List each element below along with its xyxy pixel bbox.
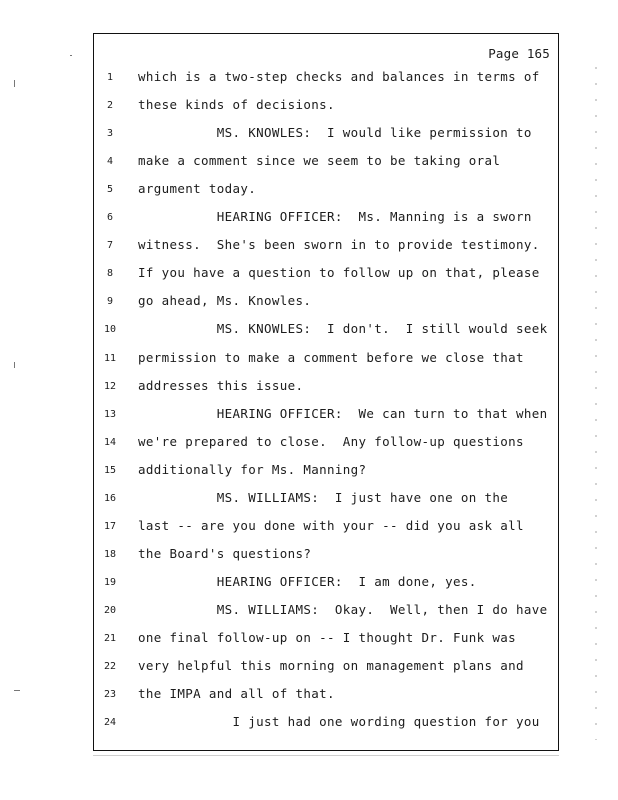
line-text: addresses this issue. <box>138 377 304 393</box>
line-number: 3 <box>106 128 114 140</box>
line-text: I just had one wording question for you <box>138 714 540 730</box>
transcript-line <box>94 237 558 257</box>
line-number: 1 <box>106 72 114 83</box>
line-number: 11 <box>103 352 117 364</box>
line-number: 13 <box>103 408 117 420</box>
line-number: 20 <box>103 604 117 616</box>
page-number: Page 165 <box>488 46 550 61</box>
line-number: 8 <box>106 268 114 280</box>
line-number: 18 <box>103 548 117 560</box>
transcript-line <box>94 658 558 678</box>
transcript-line <box>94 378 558 398</box>
transcript-line <box>94 69 558 89</box>
line-text: HEARING OFFICER: I am done, yes. <box>138 573 477 589</box>
line-number: 15 <box>103 464 117 476</box>
line-text: go ahead, Ms. Knowles. <box>138 293 312 309</box>
scan-speck <box>14 362 15 368</box>
line-number: 21 <box>103 633 117 644</box>
line-number: 6 <box>106 212 114 224</box>
scan-speck <box>14 80 15 87</box>
transcript-line <box>94 602 558 622</box>
line-text: permission to make a comment before we close that <box>138 349 524 365</box>
transcript-line <box>94 406 558 426</box>
line-text: we're prepared to close. Any follow-up questions <box>138 433 524 449</box>
transcript-line <box>94 630 558 650</box>
transcript-line <box>94 518 558 538</box>
line-text: make a comment since we seem to be taking oral <box>138 153 501 169</box>
transcript-line <box>94 490 558 510</box>
transcript-line <box>94 265 558 285</box>
line-text: the IMPA and all of that. <box>138 686 335 702</box>
line-text: the Board's questions? <box>138 545 312 561</box>
line-number: 12 <box>103 380 117 392</box>
transcript-line <box>94 434 558 454</box>
footer-rule <box>93 755 559 756</box>
transcript-line <box>94 714 558 734</box>
scan-speck <box>14 690 20 691</box>
transcript-line <box>94 153 558 173</box>
scan-speck <box>70 55 72 56</box>
transcript-line <box>94 321 558 341</box>
line-text: MS. WILLIAMS: I just have one on the <box>138 489 509 505</box>
line-number: 10 <box>103 324 117 336</box>
line-text: which is a two-step checks and balances in terms of <box>138 69 540 84</box>
scan-artifact-dots <box>595 60 597 740</box>
line-text: additionally for Ms. Manning? <box>138 461 367 477</box>
transcript-line <box>94 574 558 594</box>
line-number: 9 <box>106 296 114 308</box>
line-text: very helpful this morning on management plans and <box>138 658 524 674</box>
transcript-line <box>94 181 558 201</box>
transcript-line <box>94 125 558 145</box>
transcript-line <box>94 350 558 370</box>
line-number: 17 <box>103 520 117 532</box>
transcript-page <box>93 33 559 751</box>
line-number: 2 <box>106 100 114 112</box>
line-text: last -- are you done with your -- did you ask all <box>138 517 524 533</box>
transcript-line <box>94 97 558 117</box>
line-text: MS. KNOWLES: I don't. I still would seek <box>138 321 548 337</box>
line-number: 16 <box>103 492 117 504</box>
line-text: HEARING OFFICER: We can turn to that when <box>138 405 548 421</box>
line-text: If you have a question to follow up on that, please <box>138 265 540 281</box>
line-number: 24 <box>103 717 117 729</box>
line-number: 22 <box>103 661 117 673</box>
transcript-line <box>94 209 558 229</box>
line-text: MS. WILLIAMS: Okay. Well, then I do have <box>138 601 548 617</box>
transcript-line <box>94 293 558 313</box>
line-number: 23 <box>103 689 117 701</box>
line-text: MS. KNOWLES: I would like permission to <box>138 125 532 141</box>
line-number: 4 <box>106 156 114 168</box>
line-number: 14 <box>103 436 117 448</box>
line-number: 7 <box>106 240 114 252</box>
line-text: argument today. <box>138 181 257 197</box>
transcript-line <box>94 686 558 706</box>
line-text: these kinds of decisions. <box>138 97 335 113</box>
line-number: 5 <box>106 184 114 196</box>
line-text: witness. She's been sworn in to provide testimony. <box>138 237 540 253</box>
transcript-line <box>94 546 558 566</box>
line-text: HEARING OFFICER: Ms. Manning is a sworn <box>138 209 532 225</box>
line-number: 19 <box>103 576 117 588</box>
transcript-line <box>94 462 558 482</box>
line-text: one final follow-up on -- I thought Dr. Funk was <box>138 630 517 645</box>
